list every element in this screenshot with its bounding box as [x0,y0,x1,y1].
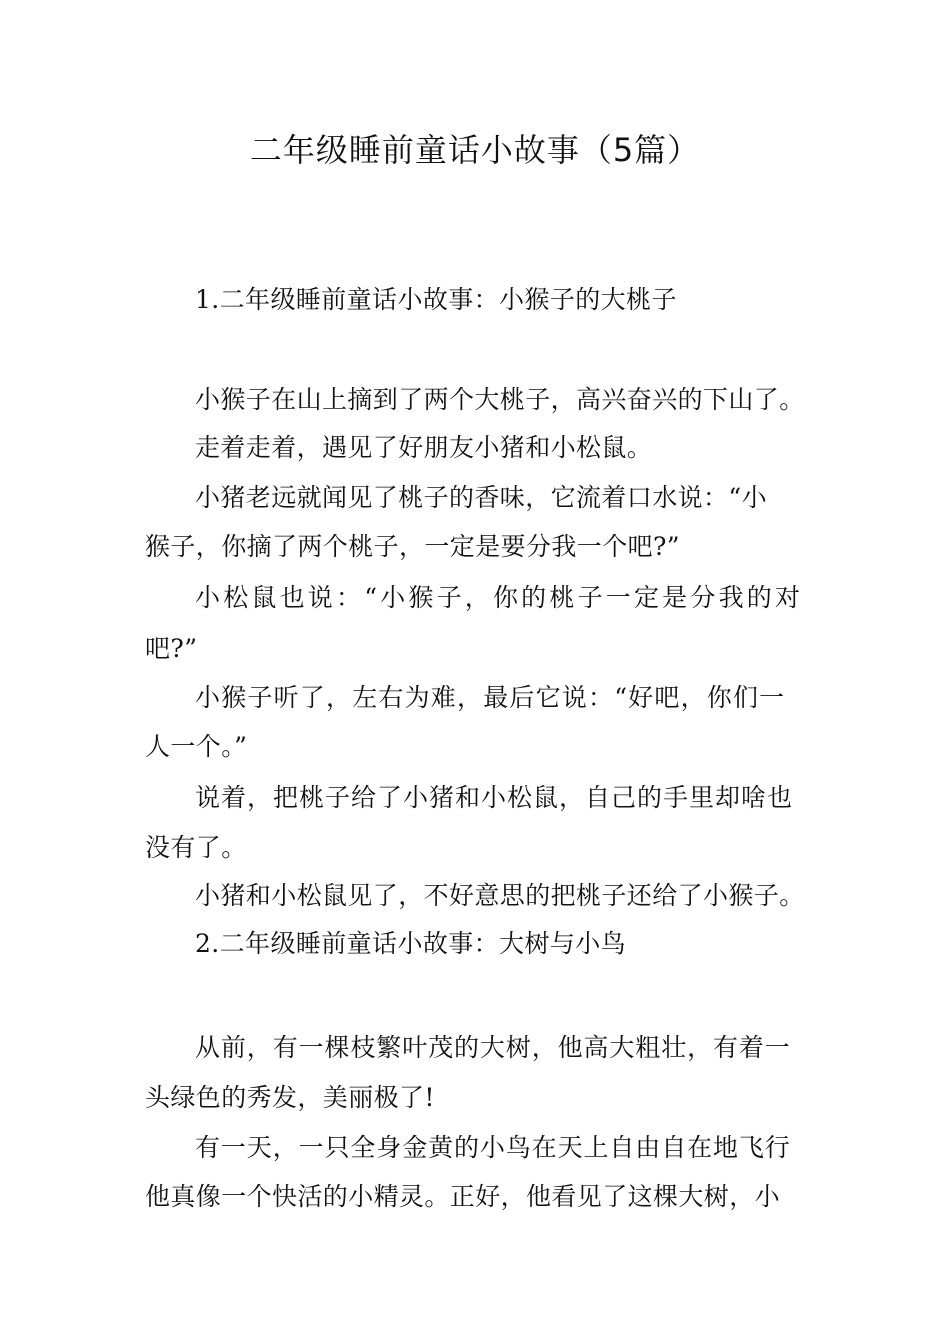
paragraph-line: 说着，把桃子给了小猪和小松鼠，自己的手里却啥也 [195,783,794,812]
paragraph-line: 没有了。 [145,833,247,862]
paragraph-line: 走着走着，遇见了好朋友小猪和小松鼠。 [195,433,653,462]
paragraph-line: 吧?” [145,634,198,663]
paragraph-line: 猴子，你摘了两个桃子，一定是要分我一个吧?” [145,532,680,561]
section-heading-2: 2.二年级睡前童话小故事：大树与小鸟 [195,929,627,958]
paragraph-line: 头绿色的秀发，美丽极了! [145,1083,435,1112]
paragraph-line: 从前，有一棵枝繁叶茂的大树，他高大粗壮，有着一 [195,1033,791,1062]
section-heading-1: 1.二年级睡前童话小故事：小猴子的大桃子 [195,285,677,314]
paragraph-line: 他真像一个快活的小精灵。正好，他看见了这棵大树，小 [145,1182,781,1211]
paragraph-line: 人一个。” [145,732,248,761]
paragraph-line: 小猴子在山上摘到了两个大桃子，高兴奋兴的下山了。 [195,385,805,414]
paragraph-line: 小猪老远就闻见了桃子的香味，它流着口水说：“小 [195,483,767,512]
document-title: 二年级睡前童话小故事（5篇） [249,131,701,169]
paragraph-line: 小猪和小松鼠见了，不好意思的把桃子还给了小猴子。 [195,881,805,910]
paragraph-line: 有一天，一只全身金黄的小鸟在天上自由自在地飞行 [195,1133,791,1162]
paragraph-line: 小松鼠也说：“小猴子，你的桃子一定是分我的对 [195,583,804,612]
paragraph-line: 小猴子听了，左右为难，最后它说：“好吧，你们一 [195,683,786,712]
